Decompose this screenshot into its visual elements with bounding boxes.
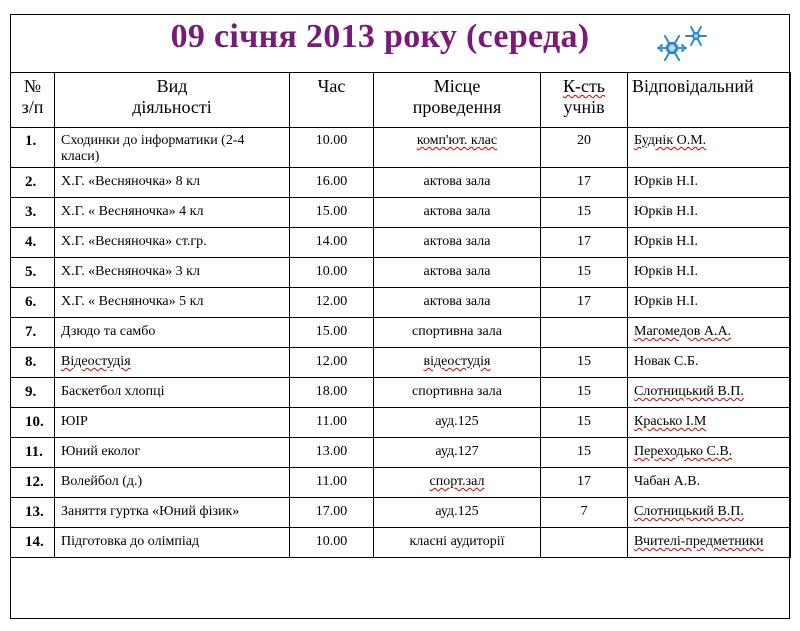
row-place: відеостудія	[374, 348, 541, 378]
schedule-table	[10, 72, 791, 558]
row-count: 15	[541, 408, 628, 438]
table-row	[11, 258, 791, 288]
table-row	[11, 288, 791, 318]
row-num: 12.	[11, 468, 55, 498]
row-activity: Заняття гуртка «Юний фізик»	[55, 498, 290, 528]
table-row	[11, 528, 791, 558]
row-place: класні аудиторії	[374, 528, 541, 558]
row-count: 15	[541, 198, 628, 228]
row-time: 12.00	[290, 288, 374, 318]
row-responsible: Чабан А.В.	[628, 468, 791, 498]
row-place: актова зала	[374, 168, 541, 198]
table-header-row	[11, 73, 791, 128]
row-count: 17	[541, 228, 628, 258]
row-time: 11.00	[290, 468, 374, 498]
row-activity: Дзюдо та самбо	[55, 318, 290, 348]
row-activity: Підготовка до олімпіад	[55, 528, 290, 558]
row-time: 16.00	[290, 168, 374, 198]
row-time: 13.00	[290, 438, 374, 468]
row-responsible: Юрків Н.І.	[628, 228, 791, 258]
row-activity: Баскетбол хлопці	[55, 378, 290, 408]
row-responsible: Вчителі-предметники	[628, 528, 791, 558]
table-row	[11, 378, 791, 408]
col-header-num: № з/п	[11, 73, 55, 128]
row-place: актова зала	[374, 258, 541, 288]
row-num: 13.	[11, 498, 55, 528]
col-header-time: Час	[290, 73, 374, 128]
row-place: ауд.127	[374, 438, 541, 468]
row-place: ауд.125	[374, 408, 541, 438]
row-activity: Х.Г. « Весняночка» 5 кл	[55, 288, 290, 318]
table-row	[11, 228, 791, 258]
row-count: 17	[541, 168, 628, 198]
row-time: 18.00	[290, 378, 374, 408]
row-count: 15	[541, 258, 628, 288]
row-time: 11.00	[290, 408, 374, 438]
row-responsible: Красько І.М	[628, 408, 791, 438]
row-num: 7.	[11, 318, 55, 348]
row-num: 8.	[11, 348, 55, 378]
row-activity: Сходинки до інформатики (2-4 класи)	[55, 128, 290, 168]
row-count: 7	[541, 498, 628, 528]
row-num: 9.	[11, 378, 55, 408]
row-place: актова зала	[374, 288, 541, 318]
row-time: 10.00	[290, 258, 374, 288]
snowflake-icon	[652, 22, 712, 70]
row-count: 17	[541, 468, 628, 498]
row-activity: ЮІР	[55, 408, 290, 438]
row-activity: Х.Г. « Весняночка» 4 кл	[55, 198, 290, 228]
row-num: 4.	[11, 228, 55, 258]
table-row	[11, 438, 791, 468]
row-responsible: Юрків Н.І.	[628, 168, 791, 198]
row-activity: Юний еколог	[55, 438, 290, 468]
row-place: спорт.зал	[374, 468, 541, 498]
row-num: 1.	[11, 128, 55, 168]
row-activity: Волейбол (д.)	[55, 468, 290, 498]
row-activity: Х.Г. «Весняночка» 8 кл	[55, 168, 290, 198]
row-place: комп'ют. клас	[374, 128, 541, 168]
col-header-responsible: Відповідальний	[628, 73, 791, 128]
row-num: 14.	[11, 528, 55, 558]
table-row	[11, 348, 791, 378]
row-num: 6.	[11, 288, 55, 318]
table-row	[11, 128, 791, 168]
table-row	[11, 168, 791, 198]
row-activity: Відеостудія	[55, 348, 290, 378]
row-num: 3.	[11, 198, 55, 228]
table-row	[11, 408, 791, 438]
row-place: актова зала	[374, 228, 541, 258]
row-activity: Х.Г. «Весняночка» ст.гр.	[55, 228, 290, 258]
row-responsible: Слотницький В.П.	[628, 378, 791, 408]
row-place: ауд.125	[374, 498, 541, 528]
row-responsible: Магомедов А.А.	[628, 318, 791, 348]
row-time: 12.00	[290, 348, 374, 378]
row-time: 15.00	[290, 198, 374, 228]
row-time: 14.00	[290, 228, 374, 258]
row-time: 17.00	[290, 498, 374, 528]
row-count	[541, 318, 628, 348]
row-num: 2.	[11, 168, 55, 198]
page-title: 09 січня 2013 року (середа)	[170, 18, 590, 55]
col-header-place: Місце проведення	[374, 73, 541, 128]
row-count: 20	[541, 128, 628, 168]
table-row	[11, 468, 791, 498]
row-responsible: Юрків Н.І.	[628, 288, 791, 318]
row-num: 10.	[11, 408, 55, 438]
row-activity: Х.Г. «Весняночка» 3 кл	[55, 258, 290, 288]
table-row	[11, 498, 791, 528]
row-count: 15	[541, 438, 628, 468]
table-row	[11, 318, 791, 348]
row-count: 17	[541, 288, 628, 318]
row-place: спортивна зала	[374, 318, 541, 348]
row-responsible: Буднік О.М.	[628, 128, 791, 168]
row-count: 15	[541, 378, 628, 408]
row-responsible: Слотницький В.П.	[628, 498, 791, 528]
row-responsible: Юрків Н.І.	[628, 258, 791, 288]
row-responsible: Юрків Н.І.	[628, 198, 791, 228]
col-header-activity: Вид діяльності	[55, 73, 290, 128]
row-count	[541, 528, 628, 558]
table-row	[11, 198, 791, 228]
row-responsible: Новак С.Б.	[628, 348, 791, 378]
row-responsible: Переходько С.В.	[628, 438, 791, 468]
row-num: 11.	[11, 438, 55, 468]
row-place: спортивна зала	[374, 378, 541, 408]
row-count: 15	[541, 348, 628, 378]
row-time: 10.00	[290, 128, 374, 168]
row-num: 5.	[11, 258, 55, 288]
row-time: 10.00	[290, 528, 374, 558]
col-header-count: К-сть учнів	[541, 73, 628, 128]
row-time: 15.00	[290, 318, 374, 348]
row-place: актова зала	[374, 198, 541, 228]
